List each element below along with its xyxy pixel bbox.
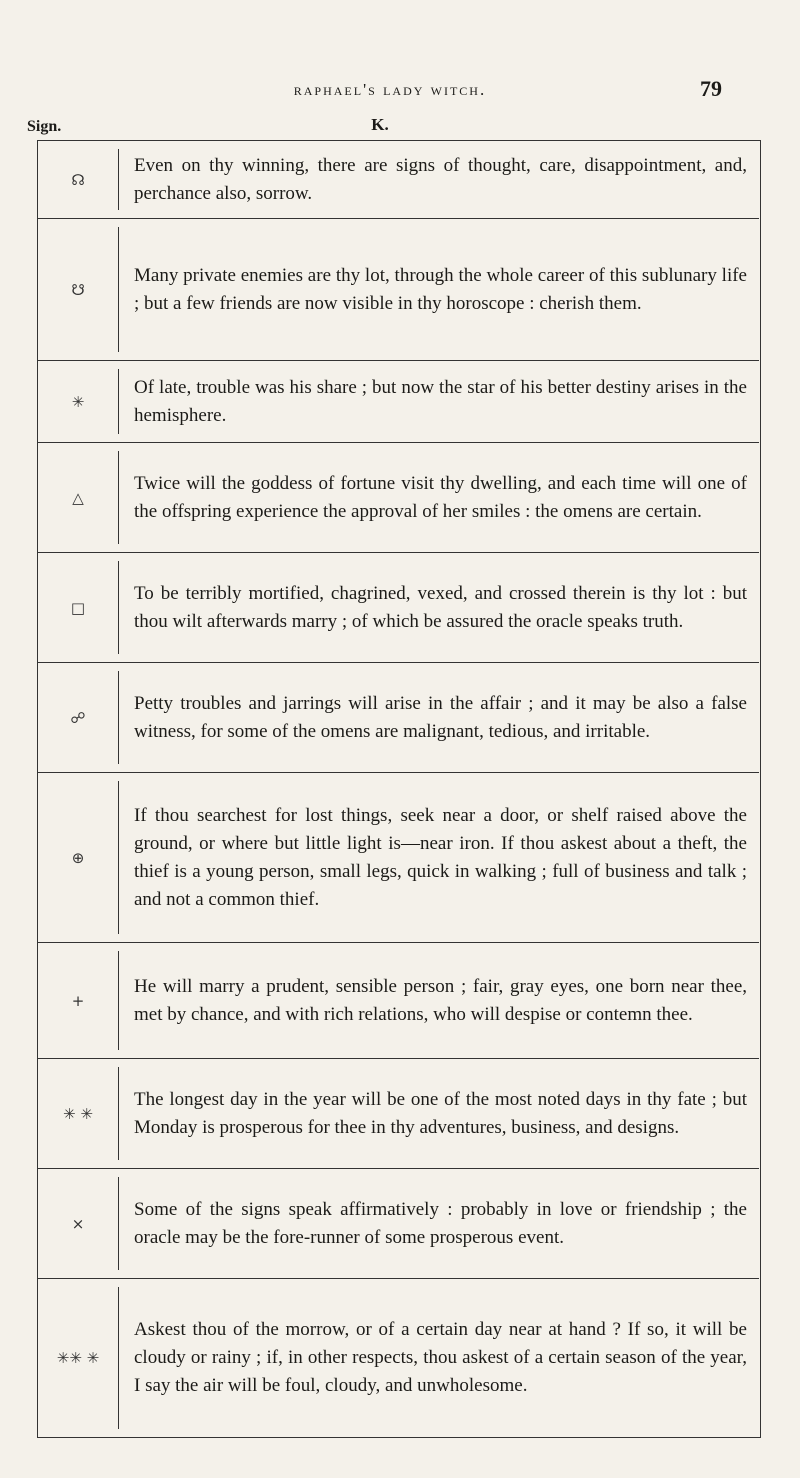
row-text <box>134 1279 747 1437</box>
column-divider <box>118 561 119 654</box>
table-row <box>38 361 759 443</box>
column-divider <box>118 951 119 1050</box>
row-text <box>134 1059 747 1168</box>
row-text <box>134 443 747 552</box>
oracle-answer: To be terribly mortified, chagrined, vexed, and crossed therein is thy lot : but thou wilt afterwards marry ; of which be assured the oracle speaks truth. <box>134 582 747 632</box>
table-row <box>38 141 759 219</box>
double-star-icon: ✳ ✳ <box>63 1104 93 1123</box>
sign-column-label: Sign. <box>27 118 62 135</box>
row-text <box>134 141 747 218</box>
column-divider <box>118 369 119 434</box>
oracle-answer: Even on thy winning, there are signs of thought, care, disappointment, and, perchance also, sorrow. <box>134 154 747 204</box>
oracle-answer: Many private enemies are thy lot, through the whole career of this sublunary life ; but a few friends are now visible in thy horoscope : cherish them. <box>134 264 747 314</box>
oracle-answer: Twice will the goddess of fortune visit thy dwelling, and each time will one of the offspring experience the approval of her smiles : the omens are certain. <box>134 472 747 522</box>
column-divider <box>118 781 119 934</box>
triangle-icon: △ <box>72 488 84 507</box>
column-divider <box>118 1177 119 1270</box>
letter-heading: K. <box>371 115 389 134</box>
row-text <box>134 361 747 442</box>
page-number: 79 <box>700 76 722 101</box>
multiply-icon: × <box>71 1214 85 1233</box>
dragon-head-icon: ☊ <box>71 170 85 189</box>
column-divider <box>118 227 119 352</box>
table-row <box>38 663 759 773</box>
earth-icon: ⊕ <box>71 848 85 867</box>
table-row <box>38 773 759 943</box>
oracle-answer: He will marry a prudent, sensible person ; fair, gray eyes, one born near thee, met by chance, and with rich relations, who will despise or contemn thee. <box>134 975 747 1025</box>
table-row <box>38 1059 759 1169</box>
row-text <box>134 219 747 360</box>
row-text <box>134 773 747 942</box>
column-divider <box>118 1067 119 1160</box>
dragon-tail-icon: ☋ <box>71 280 85 299</box>
table-row <box>38 443 759 553</box>
square-icon: □ <box>70 598 86 617</box>
table-row <box>38 553 759 663</box>
running-title: raphael's lady witch. <box>293 80 487 99</box>
table-row <box>38 219 759 361</box>
table-row <box>38 943 759 1059</box>
column-divider <box>118 451 119 544</box>
oracle-answer: If thou searchest for lost things, seek near a door, or shelf raised above the ground, or where but little light is—near iron. If thou askest about a theft, the thief is a young person, small legs, quick in walking ; full of business and talk ; and not a common thief. <box>134 804 747 910</box>
row-text <box>134 1169 747 1278</box>
column-divider <box>118 671 119 764</box>
table-row <box>38 1279 759 1437</box>
oracle-answer: Some of the signs speak affirmatively : probably in love or friendship ; the oracle may be the fore-runner of some prosperous event. <box>134 1198 747 1248</box>
star-icon: ✳ <box>71 392 85 411</box>
row-text <box>134 943 747 1058</box>
triple-star-icon: ✳✳ ✳ <box>56 1349 100 1367</box>
oracle-answer: Of late, trouble was his share ; but now the star of his better destiny arises in the hemisphere. <box>134 376 747 426</box>
cross-icon: + <box>71 991 85 1010</box>
page-header <box>0 0 800 135</box>
opposition-icon: ☍ <box>70 708 86 727</box>
oracle-answer: Petty troubles and jarrings will arise in the affair ; and it may be also a false witness, for some of the omens are malignant, tedious, and irritable. <box>134 692 747 742</box>
column-divider <box>118 1287 119 1429</box>
column-divider <box>118 149 119 210</box>
table-row <box>38 1169 759 1279</box>
row-text <box>134 553 747 662</box>
oracle-table <box>37 140 761 1438</box>
oracle-answer: The longest day in the year will be one of the most noted days in thy fate ; but Monday is prosperous for thee in thy adventures, business, and designs. <box>134 1088 747 1138</box>
row-text <box>134 663 747 772</box>
oracle-answer: Askest thou of the morrow, or of a certain day near at hand ? If so, it will be cloudy or rainy ; if, in other respects, thou askest of a certain season of the year, I say the air will be foul, cloudy, and unwholesome. <box>134 1319 747 1396</box>
